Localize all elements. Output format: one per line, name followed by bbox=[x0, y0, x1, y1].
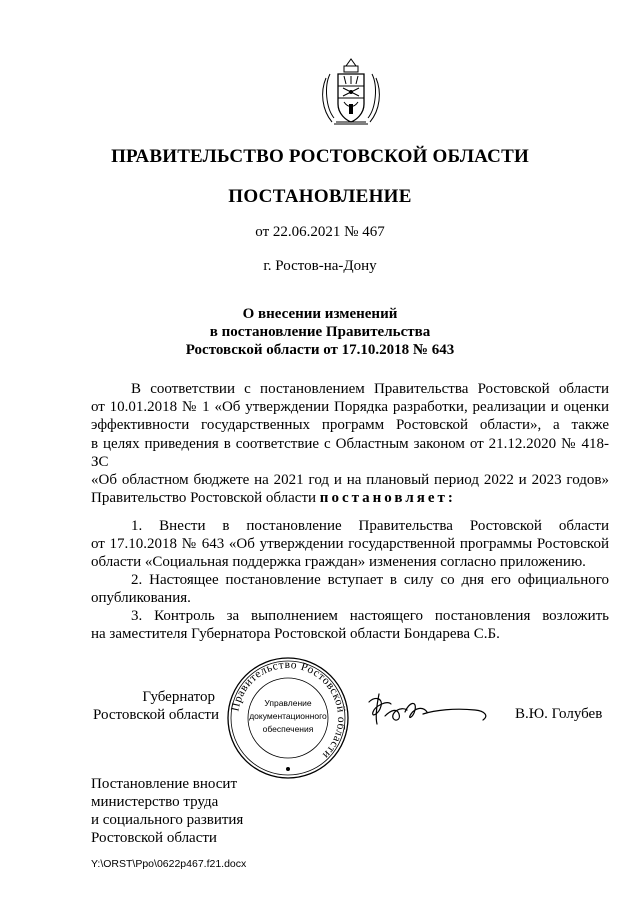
submitter-line: и социального развития bbox=[91, 812, 244, 828]
text-line: В соответствии с постановлением Правительства Ростовской области bbox=[131, 381, 609, 397]
text-line: области «Социальная поддержка граждан» изменения согласно приложению. bbox=[91, 554, 586, 571]
subject-line: О внесении изменений bbox=[242, 306, 398, 322]
subject-line: в постановление Правительства bbox=[209, 324, 431, 340]
file-path: Y:\ORST\Ppo\0622p467.f21.docx bbox=[91, 858, 247, 870]
signer-position-line: Ростовской области bbox=[93, 707, 219, 723]
coat-of-arms-icon bbox=[316, 56, 386, 128]
handwritten-signature bbox=[365, 688, 495, 730]
document-date-number: от 22.06.2021 № 467 bbox=[255, 224, 385, 240]
document-city: г. Ростов-на-Дону bbox=[263, 258, 377, 274]
signer-name: В.Ю. Голубев bbox=[515, 706, 603, 722]
signer-position bbox=[91, 688, 219, 724]
seal-inner-line: обеспечения bbox=[262, 724, 314, 734]
text-line: в целях приведения в соответствие с Областным законом от 21.12.2020 № 418-ЗС bbox=[91, 435, 609, 470]
signer-position-line: Губернатор bbox=[142, 689, 215, 705]
item-1-paragraph bbox=[91, 517, 609, 572]
submitter-line: министерство труда bbox=[91, 794, 219, 810]
preamble-ending: Правительство Ростовской области bbox=[91, 490, 320, 507]
text-line: опубликования. bbox=[91, 590, 191, 607]
government-title: ПРАВИТЕЛЬСТВО РОСТОВСКОЙ ОБЛАСТИ bbox=[111, 146, 529, 167]
seal-inner-line: документационного bbox=[249, 711, 327, 721]
item-3-paragraph bbox=[91, 607, 609, 643]
official-seal-icon bbox=[226, 656, 350, 780]
submitter-line: Постановление вносит bbox=[91, 776, 238, 792]
item-2-paragraph bbox=[91, 571, 609, 607]
text-line: эффективности государственных программ Ростовской области», а также bbox=[91, 417, 609, 434]
subject-line: Ростовской области от 17.10.2018 № 643 bbox=[185, 342, 455, 358]
text-line bbox=[91, 489, 609, 507]
text-line: 2. Настоящее постановление вступает в силу со дня его официального bbox=[131, 572, 609, 588]
text-line: «Об областном бюджете на 2021 год и на плановый период 2022 и 2023 годов» bbox=[91, 472, 609, 489]
text-line: 3. Контроль за выполнением настоящего постановления возложить bbox=[131, 608, 609, 624]
text-line: от 10.01.2018 № 1 «Об утверждении Порядка разработки, реализации и оценки bbox=[91, 399, 609, 416]
submitter-line: Ростовской области bbox=[91, 830, 217, 846]
submitter-block bbox=[91, 775, 243, 847]
document-type: ПОСТАНОВЛЕНИЕ bbox=[228, 186, 412, 207]
preamble-paragraph bbox=[91, 380, 609, 507]
text-line: от 17.10.2018 № 643 «Об утверждении государственной программы Ростовской bbox=[91, 536, 609, 553]
seal-inner-line: Управление bbox=[264, 698, 312, 708]
seal-outer-text: Правительство Ростовской области bbox=[229, 658, 348, 762]
text-line: 1. Внести в постановление Правительства Ростовской области bbox=[131, 518, 609, 534]
decree-word: постановляет: bbox=[319, 490, 456, 507]
text-line: на заместителя Губернатора Ростовской области Бондарева С.Б. bbox=[91, 626, 500, 643]
document-subject bbox=[0, 305, 640, 359]
